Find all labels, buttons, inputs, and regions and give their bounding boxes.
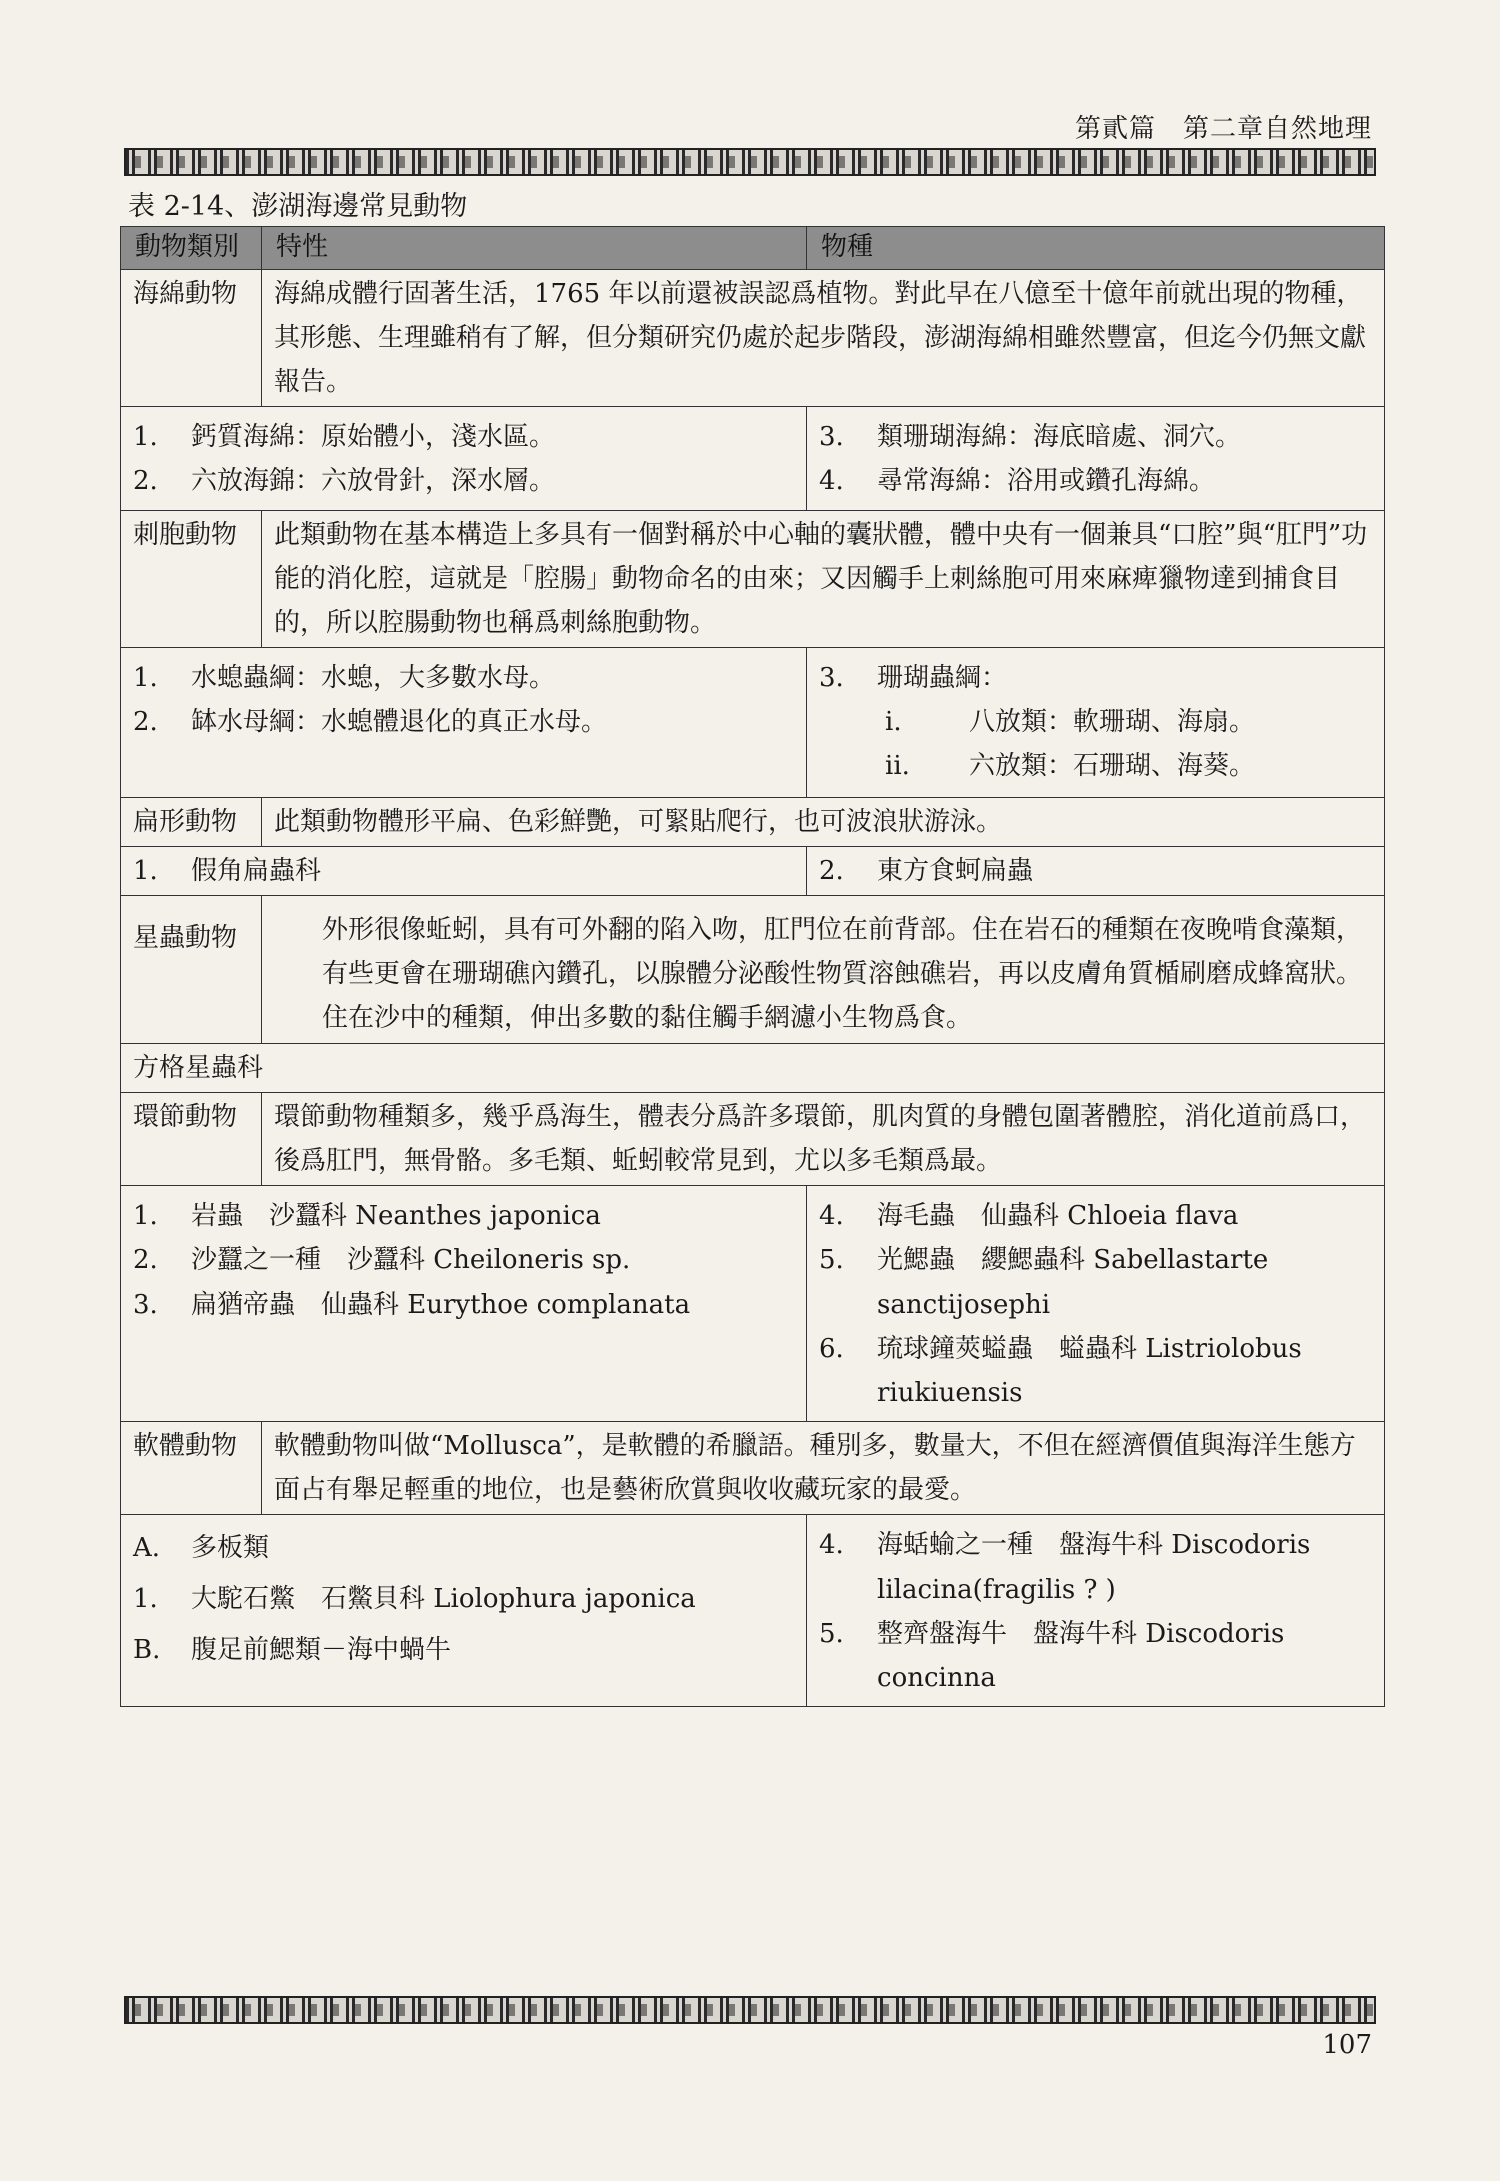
species-cell-right (807, 846, 1385, 895)
list-item: 1. 大駝石鱉 石鱉貝科 Liolophura japonica (133, 1584, 696, 1615)
list-item: i. 八放類：軟珊瑚、海扇。 (885, 707, 1256, 738)
list-item: 2. 東方食蚵扁蟲 (819, 855, 1034, 886)
species-cell-right (807, 1186, 1385, 1422)
list-item: B. 腹足前鰓類－海中蝸牛 (133, 1634, 452, 1665)
description-cell: 此類動物體形平扁、色彩鮮艷，可緊貼爬行，也可波浪狀游泳。 (262, 797, 1385, 846)
table-row-mollusc (121, 1422, 1385, 1515)
species-row-sponge (121, 407, 1385, 510)
species-cell-left (121, 407, 807, 510)
list-item: 3. 珊瑚蟲綱： (819, 663, 1008, 694)
list-item: 1. 假角扁蟲科 (133, 855, 322, 886)
category-cell: 軟體動物 (121, 1422, 262, 1515)
species-cell-right (807, 648, 1385, 798)
description-cell: 海綿成體行固著生活，1765 年以前還被誤認爲植物。對此早在八億至十億年前就出現的物種，其形態、生理雖稍有了解，但分類研究仍處於起步階段，澎湖海綿相雖然豐富，但迄今仍無文獻報告。 (262, 269, 1385, 407)
list-item: 5. 光鰓蟲 纓鰓蟲科 Sabellastarte sanctijosephi (819, 1245, 1269, 1320)
category-cell: 星蟲動物 (121, 896, 262, 1044)
species-cell-left (121, 1515, 807, 1707)
description-cell: 此類動物在基本構造上多具有一個對稱於中心軸的囊狀體，體中央有一個兼具“口腔”與“肛門”功能的消化腔，這就是「腔腸」動物命名的由來；又因觸手上刺絲胞可用來麻痺獵物達到捕食目的，所以腔腸動物也稱爲刺絲胞動物。 (262, 510, 1385, 648)
category-cell: 扁形動物 (121, 797, 262, 846)
description-cell: 環節動物種類多，幾乎爲海生，體表分爲許多環節，肌肉質的身體包圍著體腔，消化道前爲口，後爲肛門，無骨骼。多毛類、蚯蚓較常見到，尤以多毛類爲最。 (262, 1092, 1385, 1185)
list-item: 2. 六放海錦：六放骨針，深水層。 (133, 466, 556, 497)
category-cell: 海綿動物 (121, 269, 262, 407)
table-row-flatworm (121, 797, 1385, 846)
species-row-flatworm (121, 846, 1385, 895)
list-item: 1. 水螅蟲綱：水螅，大多數水母。 (133, 663, 556, 694)
list-item: 1. 岩蟲 沙蠶科 Neanthes japonica (133, 1201, 601, 1232)
species-cell-right (807, 1515, 1385, 1707)
category-cell: 環節動物 (121, 1092, 262, 1185)
list-item: 4. 海毛蟲 仙蟲科 Chloeia flava (819, 1201, 1239, 1232)
table-row-annelid (121, 1092, 1385, 1185)
list-item: 4. 尋常海綿：浴用或鑽孔海綿。 (819, 466, 1216, 497)
list-item: 5. 整齊盤海牛 盤海牛科 Discodoris concinna (819, 1618, 1285, 1694)
list-item: 2. 沙蠶之一種 沙蠶科 Cheiloneris sp. (133, 1245, 631, 1276)
decorative-border-bottom (124, 1996, 1376, 2024)
list-item: 1. 鈣質海綿：原始體小，淺水區。 (133, 422, 556, 453)
animal-table (120, 226, 1385, 1707)
category-cell: 刺胞動物 (121, 510, 262, 648)
description-cell: 外形很像蚯蚓，具有可外翻的陷入吻，肛門位在前背部。住在岩石的種類在夜晚啃食藻類，有些更會在珊瑚礁內鑽孔，以腺體分泌酸性物質溶蝕礁岩，再以皮膚角質楯刷磨成蜂窩狀。住在沙中的種類，伸出多數的黏住觸手網濾小生物爲食。 (262, 896, 1385, 1044)
table-header-row (121, 227, 1385, 270)
running-header: 第貳篇 第二章自然地理 (1074, 114, 1372, 144)
description-cell: 軟體動物叫做“Mollusca”，是軟體的希臘語。種別多，數量大，不但在經濟價值與海洋生態方面占有舉足輕重的地位，也是藝術欣賞與收收藏玩家的最愛。 (262, 1422, 1385, 1515)
list-item: 3. 扁猶帝蟲 仙蟲科 Eurythoe complanata (133, 1289, 691, 1320)
table-row-cnidaria (121, 510, 1385, 648)
species-row-mollusc (121, 1515, 1385, 1707)
column-header-traits: 特性 (262, 227, 807, 270)
table-row-sipuncula (121, 896, 1385, 1044)
decorative-border-top (124, 148, 1376, 176)
table-row-sponge (121, 269, 1385, 407)
list-item: A. 多板類 (133, 1533, 270, 1564)
species-cell-left (121, 648, 807, 798)
species-cell: 方格星蟲科 (121, 1043, 1385, 1092)
column-header-category: 動物類別 (121, 227, 262, 270)
species-row-cnidaria (121, 648, 1385, 798)
species-cell-left (121, 1186, 807, 1422)
species-row-sipuncula (121, 1043, 1385, 1092)
list-item: ii. 六放類：石珊瑚、海葵。 (885, 751, 1256, 782)
species-row-annelid (121, 1186, 1385, 1422)
table-title: 表 2-14、澎湖海邊常見動物 (128, 191, 468, 222)
list-item: 6. 琉球鐘莢螠蟲 螠蟲科 Listriolobus riukiuensis (819, 1333, 1302, 1408)
column-header-species: 物種 (807, 227, 1385, 270)
page-number: 107 (1322, 2030, 1372, 2060)
species-cell-right (807, 407, 1385, 510)
list-item: 2. 缽水母綱：水螅體退化的真正水母。 (133, 707, 608, 738)
list-item: 3. 類珊瑚海綿：海底暗處、洞穴。 (819, 422, 1242, 453)
list-item: 4. 海蛞蝓之一種 盤海牛科 Discodoris lilacina(fragilis ? ) (819, 1530, 1311, 1605)
species-cell-left (121, 846, 807, 895)
